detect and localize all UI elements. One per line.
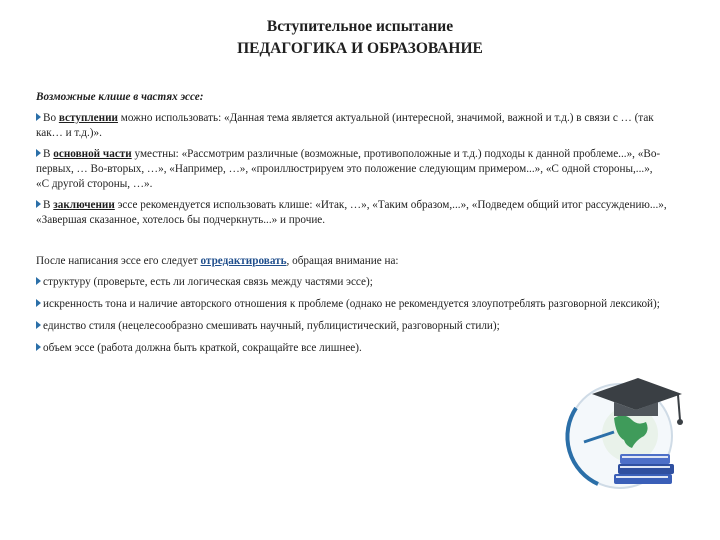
title-line-1: Вступительное испытание [266, 18, 454, 35]
bullet-arrow-icon [36, 277, 41, 285]
main-text: уместны: «Рассмотрим различные (возможные, противоположные и т.д.) подходы к данной проблеме...», «Во-первых, … Во-вторых, …», «Например, …», «проиллюстрируем это положение следующим примером...», «С одной стороны,...», «С другой стороны, …». [36, 148, 661, 190]
checklist-item-text: структуру (проверьте, есть ли логическая связь между частями эссе); [43, 276, 373, 288]
slide-content [36, 90, 668, 363]
bullet-conclusion [36, 198, 668, 228]
bullet-arrow-icon [36, 321, 41, 329]
conclusion-prefix: В [43, 199, 54, 211]
checklist-item [36, 319, 668, 334]
editing-intro [36, 254, 668, 269]
bullet-main [36, 147, 668, 192]
editing-prefix: После написания эссе его следует [36, 255, 201, 267]
checklist-item [36, 275, 668, 290]
checklist-item-text: единство стиля (нецелесообразно смешивать научный, публицистический, разговорный стили); [43, 320, 500, 332]
graduation-cap-books-globe-icon [558, 368, 688, 498]
bullet-arrow-icon [36, 343, 41, 351]
bullet-arrow-icon [36, 113, 41, 121]
intro-term: вступлении [58, 112, 118, 124]
bullet-arrow-icon [36, 299, 41, 307]
editing-link: отредактировать [200, 255, 287, 267]
checklist-item-text: объем эссе (работа должна быть краткой, сокращайте все лишнее). [43, 342, 362, 354]
checklist-item [36, 341, 668, 356]
conclusion-term: заключении [53, 199, 115, 211]
bullet-intro [36, 111, 668, 141]
bullet-arrow-icon [36, 149, 41, 157]
title-line-2: ПЕДАГОГИКА И ОБРАЗОВАНИЕ [237, 40, 483, 57]
slide-title [140, 16, 580, 60]
checklist-item [36, 297, 668, 312]
intro-text: можно использовать: «Данная тема является актуальной (интересной, значимой, важной и т.д.) в связи с … (так как… и т.д.)». [36, 112, 654, 139]
intro-prefix: Во [43, 112, 59, 124]
bullet-arrow-icon [36, 200, 41, 208]
main-term: основной части [53, 148, 132, 160]
conclusion-text: эссе рекомендуется использовать клише: «Итак, …», «Таким образом,...», «Подведем общий итог рассуждению...», «Завершая сказанное, хотелось бы подчеркнуть...» и прочие. [36, 199, 667, 226]
checklist-item-text: искренность тона и наличие авторского отношения к проблеме (однако не рекомендуется злоупотреблять разговорной лексикой); [43, 298, 660, 310]
spacer [36, 234, 668, 254]
main-prefix: В [43, 148, 54, 160]
section-heading: Возможные клише в частях эссе: [36, 91, 204, 103]
editing-suffix: , обращая внимание на: [286, 255, 399, 267]
